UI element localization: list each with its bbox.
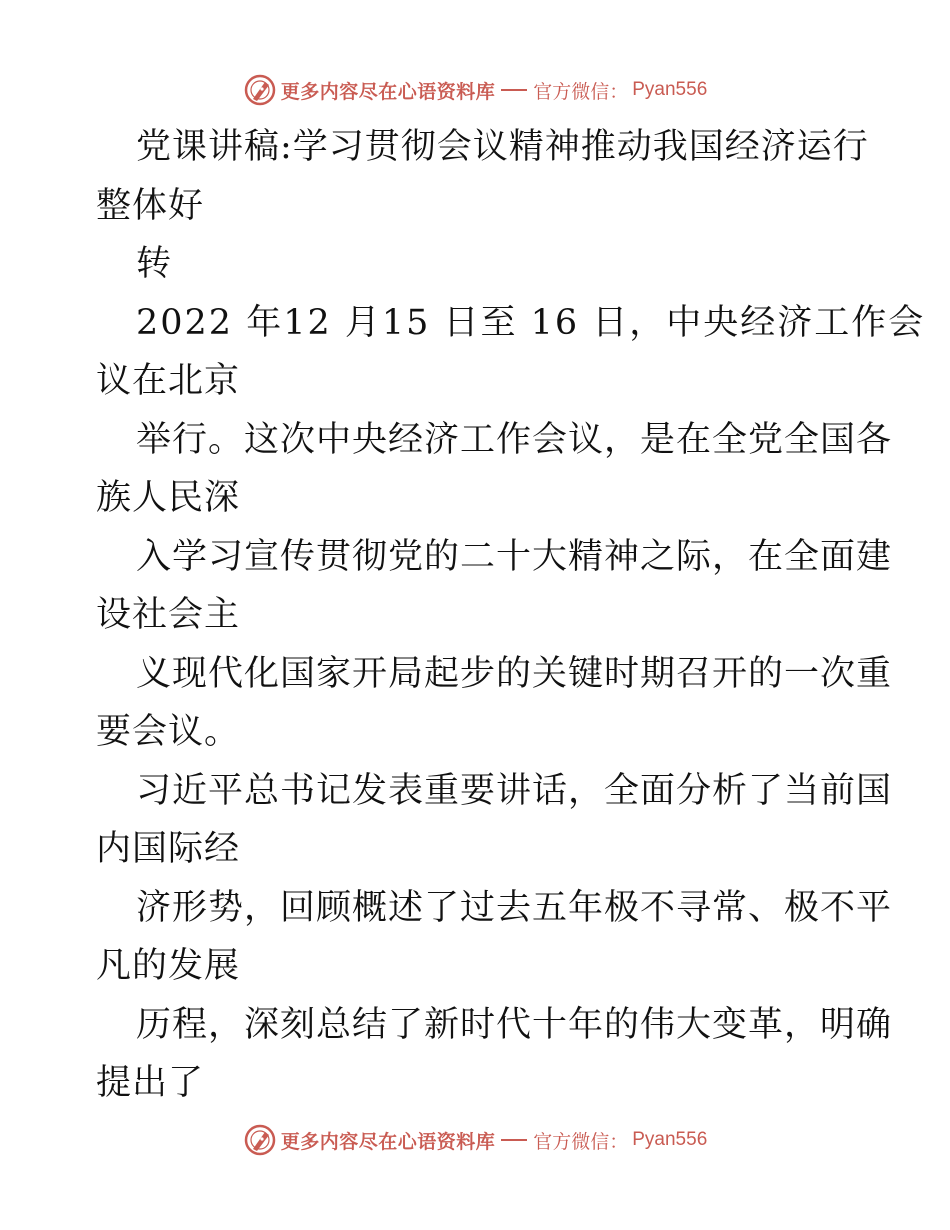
document-line: 转 <box>136 244 173 284</box>
document-line: 要会议。 <box>96 712 241 752</box>
document-line: 入学习宣传贯彻党的二十大精神之际，在全面建 <box>136 536 893 577</box>
document-line: 历程，深刻总结了新时代十年的伟大变革，明确 <box>136 1004 893 1045</box>
document-line: 议在北京 <box>96 361 241 401</box>
watermark-brand-text: 更多内容尽在心语资料库 <box>280 1130 496 1153</box>
document-line: 举行。这次中央经济工作会议，是在全党全国各 <box>136 419 893 460</box>
document-line: 族人民深 <box>96 478 241 518</box>
document-title-line-1: 党课讲稿:学习贯彻会议精神推动我国经济运行 <box>136 127 869 167</box>
header-watermark <box>0 70 950 110</box>
watermark-wechat-id: Pyan556 <box>632 79 708 100</box>
document-title-line-2: 整体好 <box>96 185 205 226</box>
watermark-wechat-id: Pyan556 <box>632 1129 708 1150</box>
document-line: 济形势，回顾概述了过去五年极不寻常、极不平 <box>136 887 893 928</box>
watermark-wechat-label: 官方微信： <box>533 1130 629 1153</box>
watermark-dash <box>501 89 527 91</box>
document-line: 凡的发展 <box>96 946 241 986</box>
document-line: 2022 年12 月15 日至 16 日，中央经济工作会 <box>136 302 926 343</box>
document-line: 提出了 <box>96 1063 205 1103</box>
watermark-brand-text: 更多内容尽在心语资料库 <box>280 80 496 103</box>
document-line: 义现代化国家开局起步的关键时期召开的一次重 <box>136 653 893 694</box>
pen-nib-logo-icon <box>243 73 277 107</box>
watermark-wechat-label: 官方微信： <box>533 80 629 103</box>
document-line: 设社会主 <box>96 595 241 635</box>
pen-nib-logo-icon <box>243 1123 277 1157</box>
document-line: 内国际经 <box>96 829 241 869</box>
footer-watermark <box>0 1120 950 1160</box>
document-line: 习近平总书记发表重要讲话，全面分析了当前国 <box>136 770 893 811</box>
document-body <box>96 118 926 1113</box>
watermark-dash <box>501 1139 527 1141</box>
